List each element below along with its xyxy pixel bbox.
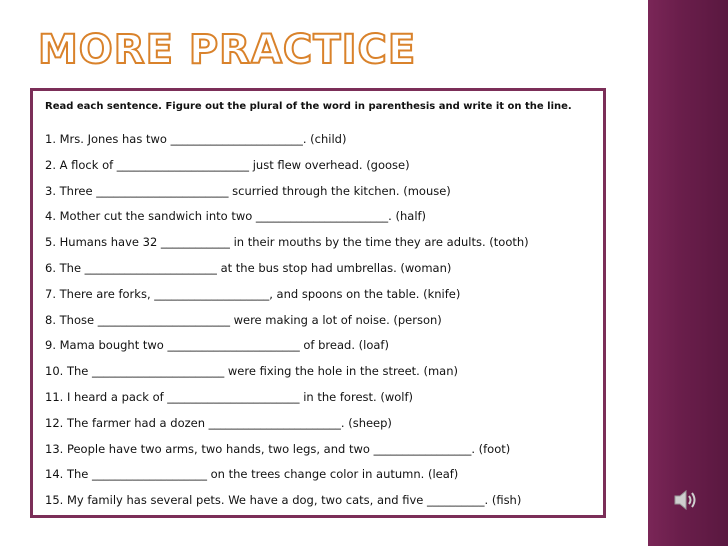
worksheet-box	[30, 88, 606, 518]
list-item: 8. Those _______________________ were making a lot of noise. (person)	[45, 312, 442, 327]
list-item: 4. Mother cut the sandwich into two _______________________. (half)	[45, 209, 427, 224]
list-item: 7. There are forks, ____________________, and spoons on the table. (knife)	[45, 286, 461, 301]
slide-title: MORE PRACTICE	[38, 27, 417, 73]
list-item: 13. People have two arms, two hands, two legs, and two _________________. (foot)	[45, 441, 511, 456]
list-item: 2. A flock of _______________________ just flew overhead. (goose)	[45, 157, 410, 172]
list-item: 9. Mama bought two _______________________ of bread. (loaf)	[45, 338, 389, 353]
instructions: Read each sentence. Figure out the plural of the word in parenthesis and write it on the line.	[45, 101, 572, 112]
list-item: 5. Humans have 32 ____________ in their mouths by the time they are adults. (tooth)	[45, 235, 529, 250]
list-item: 15. My family has several pets. We have a dog, two cats, and five __________. (fish)	[45, 493, 522, 508]
list-item: 1. Mrs. Jones has two _______________________. (child)	[45, 132, 347, 146]
list-item: 6. The _______________________ at the bus stop had umbrellas. (woman)	[45, 260, 452, 275]
sentence-list	[45, 127, 529, 514]
speaker-icon[interactable]	[672, 486, 700, 514]
list-item: 14. The ____________________ on the trees change color in autumn. (leaf)	[45, 467, 459, 482]
list-item: 10. The _______________________ were fixing the hole in the street. (man)	[45, 364, 458, 379]
side-bar	[648, 0, 728, 546]
list-item: 12. The farmer had a dozen _______________________. (sheep)	[45, 415, 392, 430]
list-item: 3. Three _______________________ scurried through the kitchen. (mouse)	[45, 183, 451, 198]
list-item: 11. I heard a pack of _______________________ in the forest. (wolf)	[45, 389, 413, 404]
